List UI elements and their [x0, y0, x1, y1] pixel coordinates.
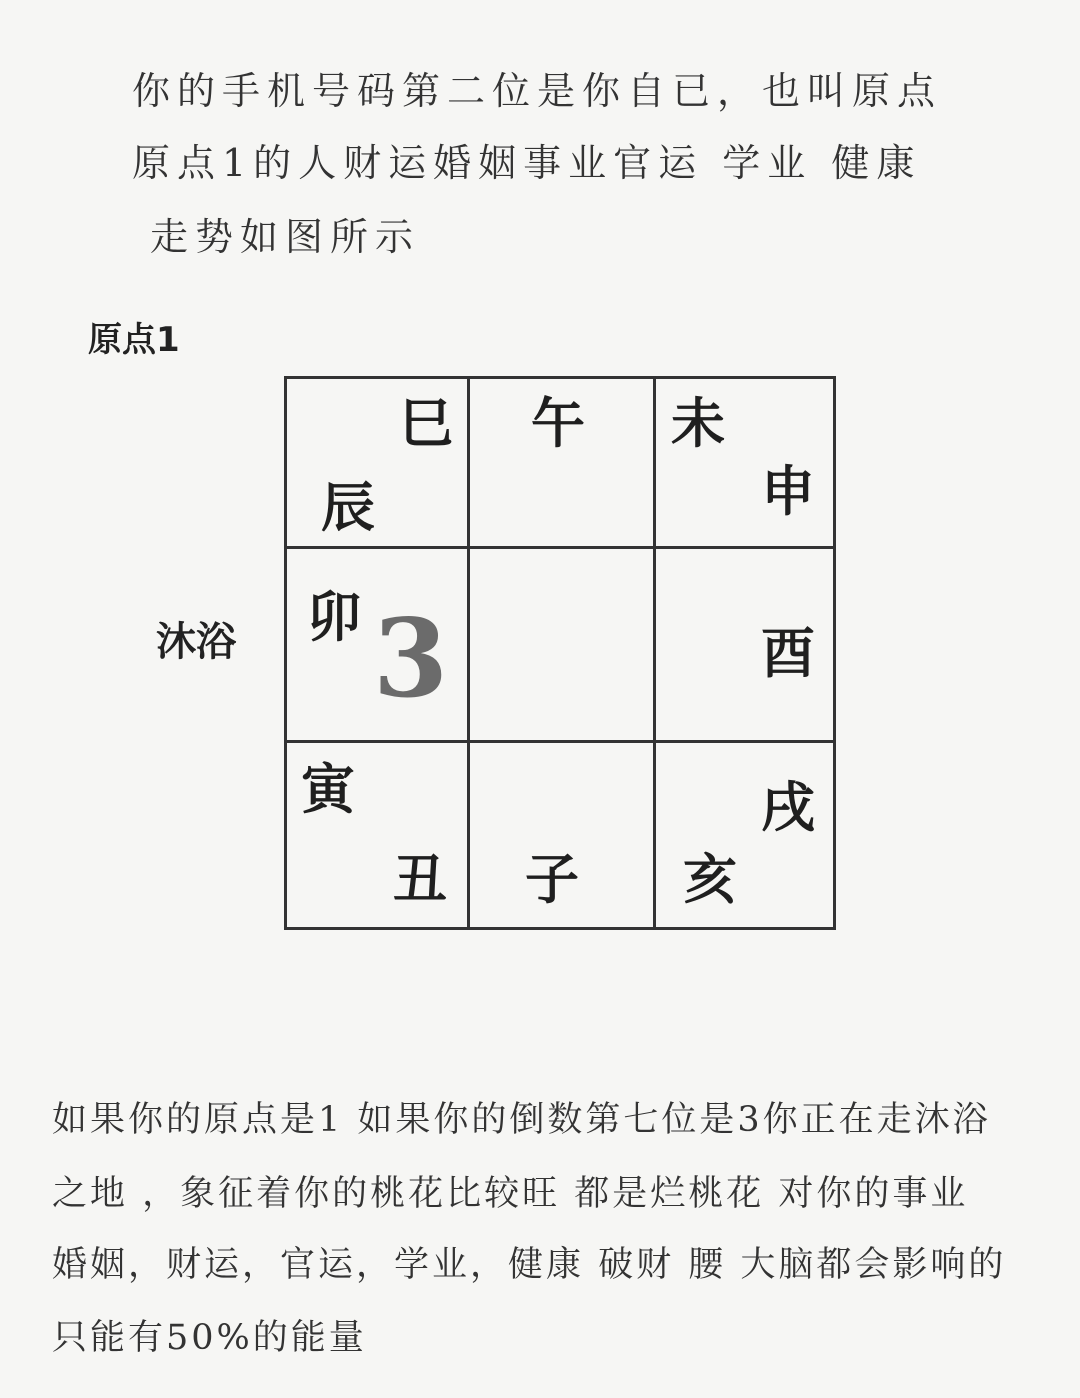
body-line-3: 婚姻，财运，官运，学业，健康 破财 腰 大脑都会影响的 [52, 1245, 1007, 1285]
grid-vline-2 [653, 379, 656, 927]
section-title: 原点1 [88, 320, 180, 360]
intro-line-2: 原点1的人财运婚姻事业官运 学业 健康 [132, 141, 922, 185]
branch-wu: 午 [531, 392, 585, 455]
branch-zi: 子 [525, 848, 579, 911]
branch-xu: 戌 [761, 776, 815, 839]
side-label-muyu: 沐浴 [156, 619, 236, 665]
earthly-branch-grid [284, 376, 836, 930]
branch-chen: 辰 [321, 476, 375, 539]
intro-line-1: 你的手机号码第二位是你自已，也叫原点 [132, 69, 943, 113]
intro-line-3: 走势如图所示 [150, 215, 421, 259]
branch-si: 巳 [399, 392, 453, 455]
body-line-2: 之地 ，象征着你的桃花比较旺 都是烂桃花 对你的事业 [52, 1174, 969, 1214]
branch-you: 酉 [761, 622, 815, 685]
branch-yin: 寅 [301, 758, 355, 821]
branch-shen: 申 [761, 460, 815, 523]
body-line-1: 如果你的原点是1 如果你的倒数第七位是3你正在走沐浴 [52, 1100, 991, 1140]
number-three: 3 [373, 596, 449, 722]
branch-hai: 亥 [683, 848, 737, 911]
branch-chou: 丑 [393, 848, 447, 911]
branch-wei: 未 [671, 392, 725, 455]
grid-vline-1 [467, 379, 470, 927]
grid-hline-1 [287, 546, 833, 549]
branch-mao: 卯 [307, 586, 361, 649]
body-line-4: 只能有50%的能量 [52, 1318, 367, 1358]
grid-hline-2 [287, 740, 833, 743]
